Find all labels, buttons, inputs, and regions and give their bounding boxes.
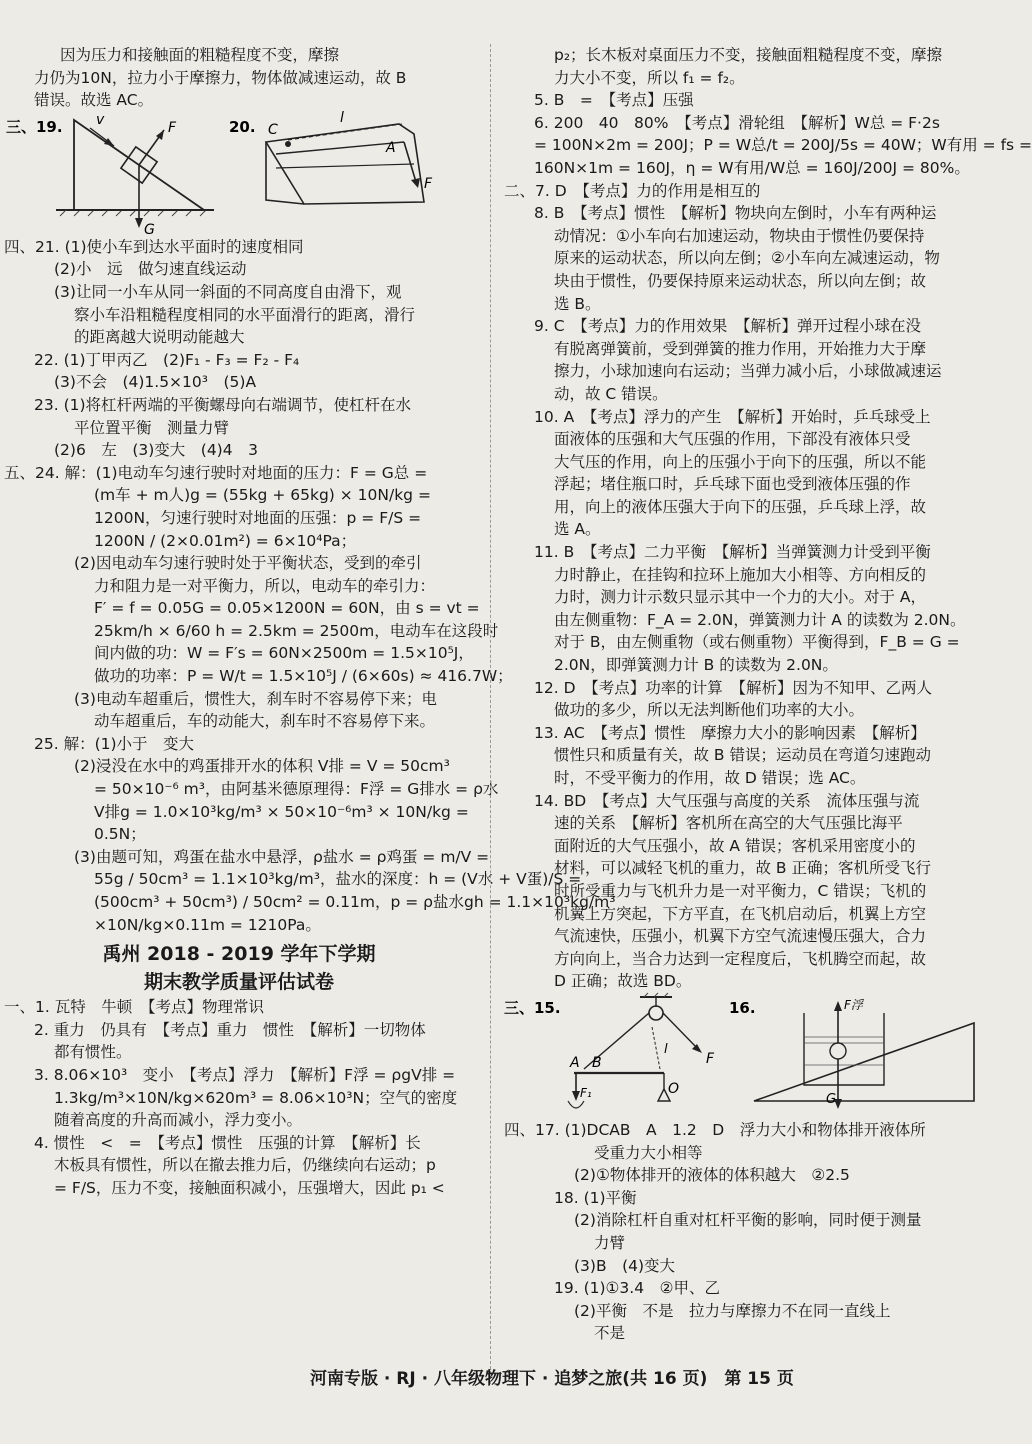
text-line: 2.0N，即弹簧测力计 B 的读数为 2.0N。	[554, 656, 838, 675]
q20-label: 20.	[229, 117, 256, 136]
text-line: 160N×1m = 160J，η = W有用/W总 = 160J/200J = 80%。	[534, 158, 970, 177]
figures-15-16	[504, 993, 984, 1119]
text-line: (2)消除杠杆自重对杠杆平衡的影响，同时便于测量	[574, 1211, 922, 1230]
text-line: 大气压的作用，向上的压强小于向下的压强，所以不能	[554, 452, 927, 471]
text-line: 力臂	[594, 1233, 626, 1252]
text-line: 11. B 【考点】二力平衡 【解析】当弹簧测力计受到平衡	[534, 543, 931, 562]
text-line: 做功的功率：P = W/t = 1.5×10⁵J / (6×60s) ≈ 416.7W；	[94, 667, 513, 686]
text-line: D 正确；故选 BD。	[554, 972, 692, 991]
text-line: 10. A 【考点】浮力的产生 【解析】开始时，乒乓球受上	[534, 407, 931, 426]
column-divider	[490, 44, 491, 1384]
text-line: 擦力，小球加速向右运动；当弹力减小后，小球做减速运	[554, 362, 942, 381]
figures-19-20	[4, 109, 474, 238]
text-line: 5. B = 【考点】压强	[534, 91, 694, 110]
text-line: 18. (1)平衡	[554, 1188, 637, 1207]
text-line: 3. 8.06×10³ 变小 【考点】浮力 【解析】F浮 = ρgV排 =	[34, 1065, 456, 1084]
text-line: 55g / 50cm³ = 1.1×10³kg/m³，盐水的深度：h = (V水 + V蛋)/S =	[94, 870, 582, 889]
text-line: 力大小不变，所以 f₁ = f₂。	[554, 68, 745, 87]
point-o-label: O	[668, 1080, 680, 1097]
text-line: 对于 B，由左侧重物（或右侧重物）平衡得到，F_B = G =	[554, 633, 960, 652]
text-line: (500cm³ + 50cm³) / 50cm² = 0.11m，p = ρ盐水gh = 1.1×10³kg/m³	[94, 893, 616, 911]
text-line: (2)6 左 (3)变大 (4)4 3	[54, 441, 258, 460]
point-a-label: A	[570, 1054, 580, 1071]
arm-l-label: l	[340, 109, 344, 126]
exam-heading-1: 禹州 2018 - 2019 学年下学期	[102, 943, 376, 966]
text-line: 力仍为10N，拉力小于摩擦力，物体做减速运动，故 B	[34, 68, 407, 87]
text-line: 浮起；堵住瓶口时，乒乓球下面也受到液体压强的作	[554, 475, 911, 494]
text-line: 面液体的压强和大气压强的作用，下部没有液体只受	[554, 430, 911, 449]
text-line: 察小车沿粗糙程度相同的水平面滑行的距离，滑行	[74, 305, 416, 324]
text-line: 因为压力和接触面的粗糙程度不变，摩擦	[60, 46, 340, 64]
text-line: (2)因电动车匀速行驶时处于平衡状态，受到的牵引	[74, 554, 422, 573]
text-line: 机翼上方突起，下方平直，在飞机启动后，机翼上方空	[554, 904, 927, 923]
point-a-label: A	[386, 139, 396, 156]
text-line: 木板具有惯性，所以在撤去推力后，仍继续向右运动；p	[54, 1156, 436, 1175]
text-line: (3)让同一小车从同一斜面的不同高度自由滑下，观	[54, 282, 402, 301]
point-b-label: B	[592, 1054, 602, 1071]
text-line: p₂；长木板对桌面压力不变，接触面粗糙程度不变，摩擦	[554, 46, 943, 64]
text-line: 12. D 【考点】功率的计算 【解析】因为不知甲、乙两人	[534, 678, 933, 697]
text-line: 13. AC 【考点】惯性 摩擦力大小的影响因素 【解析】	[534, 723, 926, 742]
text-line: 23. (1)将杠杆两端的平衡螺母向右端调节，使杠杆在水	[34, 395, 412, 414]
text-line: 气流速快，压强小，机翼下方空气流速慢压强大，合力	[554, 927, 927, 946]
text-line: 1.3kg/m³×10N/kg×620m³ = 8.06×10³N；空气的密度	[54, 1088, 458, 1107]
text-line: 速的关系 【解析】客机所在高空的大气压强比海平	[554, 814, 903, 833]
gravity-label: G	[826, 1091, 837, 1107]
text-line: 惯性只和质量有关，故 B 错误；运动员在弯道匀速跑动	[554, 746, 931, 765]
text-line: 8. B 【考点】惯性 【解析】物块向左倒时，小车有两种运	[534, 204, 937, 223]
text-line: 1200N / (2×0.01m²) = 6×10⁴Pa；	[94, 531, 357, 550]
text-line: 平位置平衡 测量力臂	[74, 418, 230, 437]
text-line: (2)①物体排开的液体的体积越大 ②2.5	[574, 1166, 850, 1185]
text-line: 选 A。	[554, 520, 601, 539]
gravity-label: G	[144, 221, 155, 238]
text-line: 1200N，匀速行驶时对地面的压强：p = F/S =	[94, 508, 422, 527]
text-line: 做功的多少，所以无法判断他们功率的大小。	[554, 701, 865, 720]
q19-label: 三、19.	[6, 117, 63, 136]
footer-text: 河南专版 · RJ · 八年级物理下 · 追梦之旅(共 16 页) 第 15 页	[310, 1369, 794, 1389]
text-line: 动情况：①小车向右加速运动，物块由于惯性仍要保持	[554, 226, 925, 245]
point-c-label: C	[268, 121, 278, 138]
text-line: 25km/h × 6/60 h = 2.5km = 2500m，电动车在这段时	[94, 621, 499, 640]
text-line: 6. 200 40 80% 【考点】滑轮组 【解析】W总 = F·2s	[534, 113, 940, 132]
text-line: 时，不受平衡力的作用，故 D 错误；选 AC。	[554, 769, 866, 787]
text-line: = 50×10⁻⁶ m³，由阿基米德原理得：F浮 = G排水 = ρ水	[94, 780, 499, 799]
text-line: 2. 重力 仍具有 【考点】重力 惯性 【解析】一切物体	[34, 1020, 426, 1039]
text-line: 动车超重后，车的动能大，刹车时不容易停下来。	[94, 712, 436, 731]
text-line: 二、7. D 【考点】力的作用是相互的	[504, 181, 761, 200]
text-line: 四、17. (1)DCAB A 1.2 D 浮力大小和物体排开液体所	[504, 1120, 926, 1139]
q15-label: 三、15.	[504, 998, 561, 1017]
text-line: 由左侧重物：F_A = 2.0N，弹簧测力计 A 的读数为 2.0N。	[554, 610, 966, 629]
text-line: ×10N/kg×0.11m = 1210Pa。	[94, 915, 321, 934]
text-line: (2)小 远 做匀速直线运动	[54, 260, 247, 279]
page-footer	[310, 1364, 796, 1389]
text-line: (m车 + m人)g = (55kg + 65kg) × 10N/kg =	[94, 486, 431, 505]
text-line: 力和阻力是一对平衡力，所以，电动车的牵引力：	[94, 576, 436, 595]
text-line: 力时，测力计示数只显示其中一个力的大小。对于 A，	[554, 588, 927, 607]
text-line: 不是	[594, 1324, 626, 1343]
text-line: 错误。故选 AC。	[34, 91, 154, 110]
text-line: 块由于惯性，仍要保持原来运动状态，所以向左倒；故	[554, 271, 927, 290]
right-column	[504, 44, 1032, 1345]
text-line: (2)平衡 不是 拉力与摩擦力不在同一直线上	[574, 1301, 891, 1320]
text-line: (3)不会 (4)1.5×10³ (5)A	[54, 373, 257, 392]
text-line: 有脱离弹簧前，受到弹簧的推力作用，开始推力大于摩	[554, 339, 927, 358]
text-line: 9. C 【考点】力的作用效果 【解析】弹开过程小球在没	[534, 317, 922, 336]
text-line: (2)浸没在水中的鸡蛋排开水的体积 V排 = V = 50cm³	[74, 757, 450, 776]
text-line: 受重力大小相等	[594, 1143, 703, 1162]
q16-label: 16.	[729, 998, 756, 1017]
text-line: 选 B。	[554, 294, 601, 313]
text-line: 时所受重力与飞机升力是一对平衡力，C 错误；飞机的	[554, 881, 927, 900]
text-line: 间内做的功：W = F′s = 60N×2500m = 1.5×10⁵J，	[94, 644, 474, 663]
force-label: F	[168, 119, 177, 136]
text-line: 用，向上的液体压强大于向下的压强，乒乓球上浮，故	[554, 497, 927, 516]
text-line: 原来的运动状态，所以向左倒；②小车向左减速运动，物	[554, 249, 940, 268]
text-line: 动，故 C 错误。	[554, 384, 668, 403]
text-line: 面附近的大气压强小，故 A 错误；客机采用密度小的	[554, 836, 916, 855]
text-line: = F/S，压力不变，接触面积减小，压强增大，因此 p₁ <	[54, 1178, 445, 1197]
text-line: 五、24. 解：(1)电动车匀速行驶时对地面的压力：F = G总 =	[4, 463, 428, 482]
exam-heading-2: 期末教学质量评估试卷	[143, 971, 334, 994]
text-line: 0.5N；	[94, 825, 146, 844]
text-line: 方向向上，当合力达到一定程度后，飞机腾空而起，故	[554, 949, 927, 968]
text-line: 四、21. (1)使小车到达水平面时的速度相同	[4, 237, 304, 256]
text-line: 都有惯性。	[54, 1043, 132, 1062]
text-line: 19. (1)①3.4 ②甲、乙	[554, 1279, 720, 1298]
text-line: 的距离越大说明动能越大	[74, 328, 245, 347]
text-line: (3)B (4)变大	[574, 1256, 676, 1275]
text-line: = 100N×2m = 200J；P = W总/t = 200J/5s = 40W；W有用 = fs =	[534, 136, 1032, 155]
text-line: 14. BD 【考点】大气压强与高度的关系 流体压强与流	[534, 791, 920, 810]
text-line: 材料，可以减轻飞机的重力，故 B 正确；客机所受飞行	[554, 859, 931, 878]
force-f-label: F	[706, 1050, 715, 1067]
text-line: 一、1. 瓦特 牛顿 【考点】物理常识	[4, 998, 264, 1017]
text-line: 力时静止，在挂钩和拉环上施加大小相等、方向相反的	[554, 565, 927, 584]
text-line: (3)由题可知，鸡蛋在盐水中悬浮，ρ盐水 = ρ鸡蛋 = m/V =	[74, 847, 490, 866]
text-line: 25. 解：(1)小于 变大	[34, 734, 195, 753]
velocity-label: v	[96, 111, 105, 128]
text-line: V排g = 1.0×10³kg/m³ × 50×10⁻⁶m³ × 10N/kg =	[94, 802, 469, 821]
text-line: F′ = f = 0.05G = 0.05×1200N = 60N，由 s = vt =	[94, 599, 480, 618]
buoyancy-label: F浮	[844, 997, 863, 1012]
force-f1-label: F₁	[580, 1085, 592, 1100]
text-line: 随着高度的升高而减小，浮力变小。	[54, 1111, 303, 1130]
force-f-label: F	[424, 175, 433, 192]
text-line: (3)电动车超重后，惯性大，刹车时不容易停下来；电	[74, 689, 437, 708]
text-line: 22. (1)丁甲丙乙 (2)F₁ - F₃ = F₂ - F₄	[34, 350, 300, 369]
arm-l-label: l	[664, 1041, 668, 1057]
text-line: 4. 惯性 < = 【考点】惯性 压强的计算 【解析】长	[34, 1133, 421, 1152]
